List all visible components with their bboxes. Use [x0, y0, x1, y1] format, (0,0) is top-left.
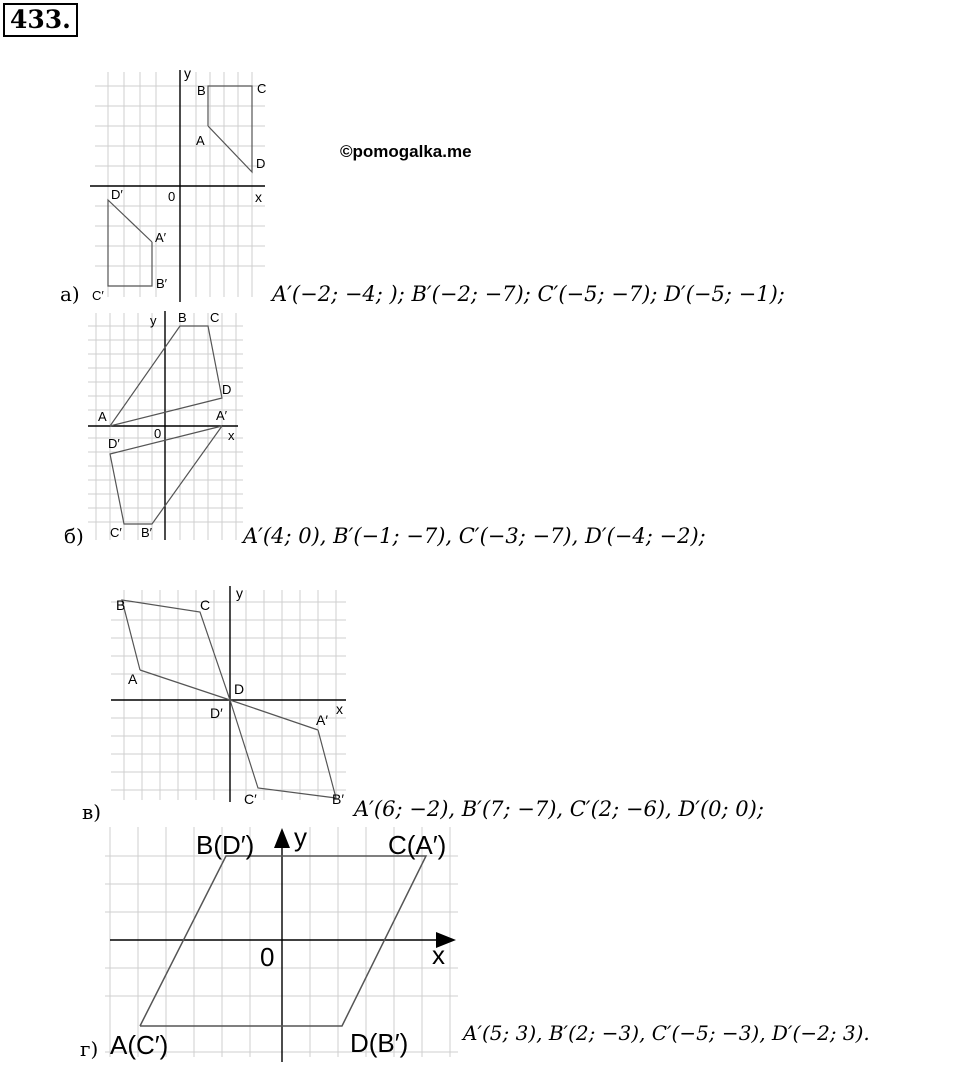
- origin-label-d: 0: [260, 942, 275, 972]
- point-bd-d: B(D′): [196, 830, 255, 860]
- point-c1-a: C′: [92, 288, 104, 303]
- point-a-a: A: [196, 133, 205, 148]
- quadrilateral-image-a: [108, 200, 152, 286]
- point-ca-d: C(A′): [388, 830, 447, 860]
- point-db-d: D(B′): [350, 1028, 409, 1058]
- part-label-a: а): [60, 282, 80, 306]
- answer-c: A′(6; −2), B′(7; −7), C′(2; −6), D′(0; 0);: [354, 797, 764, 821]
- graph-d: [100, 822, 465, 1065]
- quadrilateral-image-b: [110, 426, 222, 524]
- point-d-b: D: [222, 382, 232, 397]
- point-a1-c: A′: [316, 712, 328, 728]
- problem-number: 433.: [3, 3, 78, 37]
- graph-b: [88, 308, 250, 544]
- point-a1-b: A′: [216, 408, 228, 423]
- point-a-b: A: [98, 409, 107, 424]
- y-axis-arrow-d: [274, 828, 290, 848]
- point-d1-c: D′: [210, 705, 223, 721]
- point-a-c: A: [128, 671, 138, 687]
- point-b1-a: B′: [156, 276, 168, 291]
- answer-a: A′(−2; −4; ); B′(−2; −7); C′(−5; −7); D′(−5; −1);: [272, 282, 785, 306]
- point-b1-c: B′: [332, 791, 344, 804]
- x-label-d: x: [432, 940, 445, 970]
- origin-label-a: 0: [168, 189, 176, 204]
- y-label-c: y: [236, 585, 243, 601]
- point-b-a: B: [197, 83, 206, 98]
- point-d-c: D: [234, 681, 245, 697]
- point-c-b: C: [210, 310, 220, 325]
- x-label-a: x: [255, 189, 262, 205]
- point-c-a: C: [257, 81, 267, 96]
- y-label-b: y: [150, 313, 157, 328]
- quadrilateral-abcd-a: [208, 86, 252, 172]
- y-label-a: y: [184, 65, 191, 81]
- x-label-b: x: [228, 428, 235, 443]
- x-label-c: x: [336, 701, 343, 717]
- point-c1-c: C′: [244, 791, 257, 804]
- point-a1-a: A′: [155, 230, 167, 245]
- point-b-b: B: [178, 310, 187, 325]
- point-d1-a: D′: [111, 187, 123, 202]
- point-b-c: B: [116, 597, 126, 613]
- point-c-c: C: [200, 597, 211, 613]
- part-label-c: в): [82, 800, 102, 824]
- answer-b: A′(4; 0), B′(−1; −7), C′(−3; −7), D′(−4; −2);: [243, 524, 706, 548]
- part-label-b: б): [64, 524, 84, 548]
- point-c1-b: C′: [110, 525, 122, 540]
- quadrilateral-abcd-b: [110, 326, 222, 426]
- point-b1-b: B′: [141, 525, 153, 540]
- graph-a: [80, 62, 280, 307]
- part-label-d: г): [80, 1037, 99, 1061]
- answer-d: A′(5; 3), B′(2; −3), C′(−5; −3), D′(−2; 3).: [463, 1021, 870, 1045]
- point-d1-b: D′: [108, 436, 120, 451]
- origin-label-b: 0: [154, 426, 162, 441]
- parallelogram-d: [140, 856, 426, 1026]
- point-ac-d: A(C′): [110, 1030, 169, 1060]
- watermark: ©pomogalka.me: [340, 142, 472, 161]
- point-d-a: D: [256, 156, 266, 171]
- y-label-d: y: [294, 822, 307, 852]
- graph-c: [106, 582, 356, 804]
